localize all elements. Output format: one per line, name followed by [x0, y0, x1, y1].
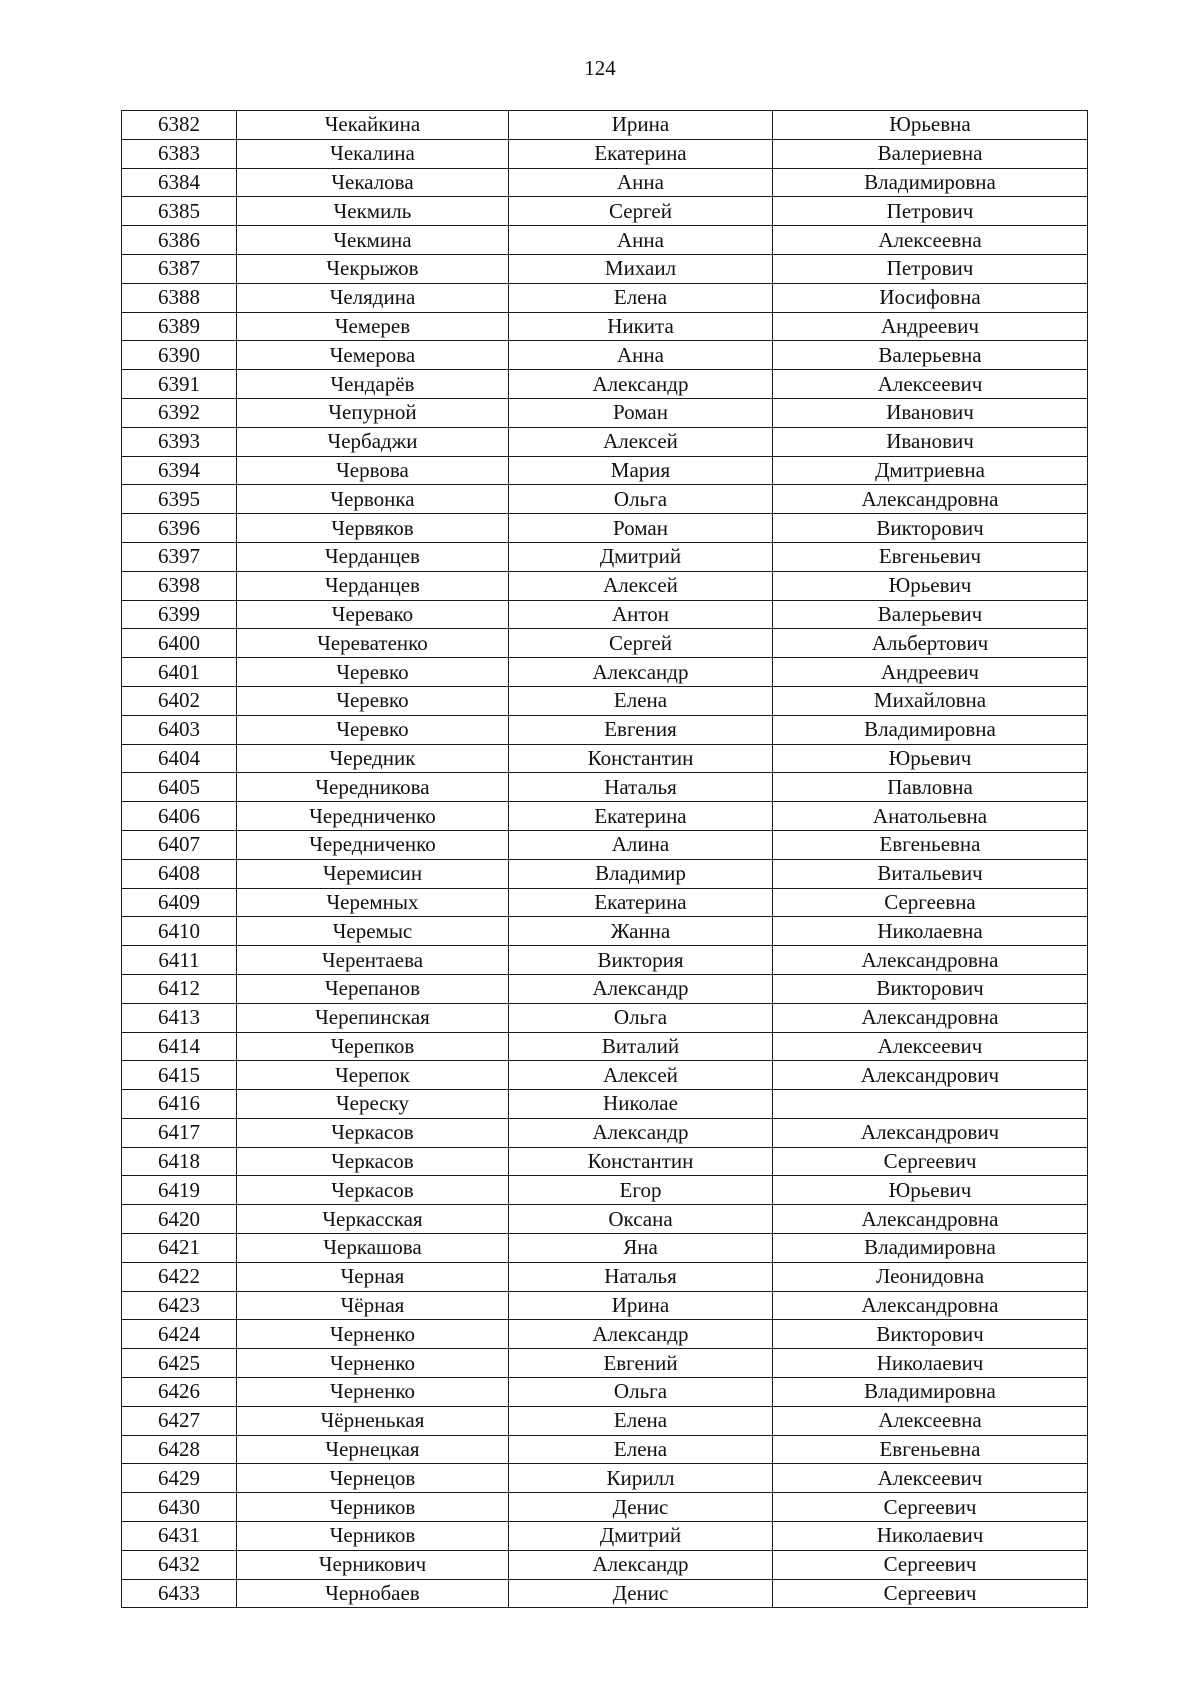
row-number-cell: 6388: [122, 283, 237, 312]
first-name-cell: Константин: [509, 744, 773, 773]
patronymic-cell: Викторович: [773, 1320, 1088, 1349]
last-name-cell: Черентаева: [237, 946, 509, 975]
first-name-cell: Роман: [509, 514, 773, 543]
first-name-cell: Елена: [509, 1406, 773, 1435]
row-number-cell: 6425: [122, 1349, 237, 1378]
table-row: [122, 139, 1088, 168]
row-number-cell: 6417: [122, 1118, 237, 1147]
first-name-cell: Ольга: [509, 485, 773, 514]
table-row: [122, 773, 1088, 802]
patronymic-cell: Валериевна: [773, 139, 1088, 168]
last-name-cell: Черевко: [237, 686, 509, 715]
first-name-cell: Александр: [509, 1550, 773, 1579]
patronymic-cell: [773, 1090, 1088, 1119]
patronymic-cell: Евгеньевич: [773, 542, 1088, 571]
patronymic-cell: Алексеевич: [773, 370, 1088, 399]
last-name-cell: Черемных: [237, 888, 509, 917]
first-name-cell: Антон: [509, 600, 773, 629]
patronymic-cell: Витальевич: [773, 859, 1088, 888]
table-row: [122, 226, 1088, 255]
last-name-cell: Червонка: [237, 485, 509, 514]
row-number-cell: 6387: [122, 254, 237, 283]
row-number-cell: 6418: [122, 1147, 237, 1176]
last-name-cell: Чекмиль: [237, 197, 509, 226]
patronymic-cell: Андреевич: [773, 658, 1088, 687]
row-number-cell: 6399: [122, 600, 237, 629]
last-name-cell: Черненко: [237, 1349, 509, 1378]
patronymic-cell: Иосифовна: [773, 283, 1088, 312]
table-row: [122, 398, 1088, 427]
last-name-cell: Чемерев: [237, 312, 509, 341]
table-row: [122, 1522, 1088, 1551]
row-number-cell: 6414: [122, 1032, 237, 1061]
last-name-cell: Черевко: [237, 658, 509, 687]
patronymic-cell: Александрович: [773, 1118, 1088, 1147]
row-number-cell: 6427: [122, 1406, 237, 1435]
row-number-cell: 6429: [122, 1464, 237, 1493]
first-name-cell: Роман: [509, 398, 773, 427]
table-row: [122, 658, 1088, 687]
first-name-cell: Жанна: [509, 917, 773, 946]
table-row: [122, 1118, 1088, 1147]
table-row: [122, 197, 1088, 226]
row-number-cell: 6412: [122, 974, 237, 1003]
first-name-cell: Алексей: [509, 1061, 773, 1090]
patronymic-cell: Петрович: [773, 197, 1088, 226]
patronymic-cell: Владимировна: [773, 1378, 1088, 1407]
names-table: [121, 110, 1088, 1608]
patronymic-cell: Викторович: [773, 974, 1088, 1003]
table-row: [122, 341, 1088, 370]
patronymic-cell: Николаевич: [773, 1522, 1088, 1551]
table-row: [122, 1349, 1088, 1378]
row-number-cell: 6400: [122, 629, 237, 658]
row-number-cell: 6389: [122, 312, 237, 341]
first-name-cell: Михаил: [509, 254, 773, 283]
row-number-cell: 6390: [122, 341, 237, 370]
table-row: [122, 686, 1088, 715]
names-table-body: [122, 111, 1088, 1608]
first-name-cell: Анна: [509, 226, 773, 255]
patronymic-cell: Николаевна: [773, 917, 1088, 946]
patronymic-cell: Викторович: [773, 514, 1088, 543]
row-number-cell: 6402: [122, 686, 237, 715]
table-row: [122, 542, 1088, 571]
table-row: [122, 571, 1088, 600]
table-row: [122, 1464, 1088, 1493]
patronymic-cell: Валерьевич: [773, 600, 1088, 629]
row-number-cell: 6407: [122, 830, 237, 859]
first-name-cell: Александр: [509, 1320, 773, 1349]
table-row: [122, 514, 1088, 543]
patronymic-cell: Александровна: [773, 1003, 1088, 1032]
last-name-cell: Чекайкина: [237, 111, 509, 140]
first-name-cell: Елена: [509, 1435, 773, 1464]
row-number-cell: 6406: [122, 802, 237, 831]
patronymic-cell: Павловна: [773, 773, 1088, 802]
table-row: [122, 168, 1088, 197]
first-name-cell: Евгений: [509, 1349, 773, 1378]
row-number-cell: 6430: [122, 1493, 237, 1522]
last-name-cell: Череску: [237, 1090, 509, 1119]
table-row: [122, 1406, 1088, 1435]
row-number-cell: 6432: [122, 1550, 237, 1579]
first-name-cell: Ольга: [509, 1378, 773, 1407]
last-name-cell: Черемыс: [237, 917, 509, 946]
first-name-cell: Алексей: [509, 571, 773, 600]
last-name-cell: Червова: [237, 456, 509, 485]
table-row: [122, 1320, 1088, 1349]
last-name-cell: Черепинская: [237, 1003, 509, 1032]
row-number-cell: 6415: [122, 1061, 237, 1090]
table-row: [122, 974, 1088, 1003]
first-name-cell: Евгения: [509, 715, 773, 744]
row-number-cell: 6411: [122, 946, 237, 975]
table-row: [122, 1061, 1088, 1090]
first-name-cell: Сергей: [509, 629, 773, 658]
table-row: [122, 917, 1088, 946]
last-name-cell: Челядина: [237, 283, 509, 312]
last-name-cell: Черкасов: [237, 1147, 509, 1176]
row-number-cell: 6391: [122, 370, 237, 399]
first-name-cell: Александр: [509, 370, 773, 399]
table-row: [122, 1262, 1088, 1291]
first-name-cell: Денис: [509, 1579, 773, 1608]
first-name-cell: Виталий: [509, 1032, 773, 1061]
first-name-cell: Денис: [509, 1493, 773, 1522]
row-number-cell: 6397: [122, 542, 237, 571]
last-name-cell: Черемисин: [237, 859, 509, 888]
patronymic-cell: Дмитриевна: [773, 456, 1088, 485]
first-name-cell: Владимир: [509, 859, 773, 888]
table-row: [122, 283, 1088, 312]
first-name-cell: Александр: [509, 658, 773, 687]
row-number-cell: 6384: [122, 168, 237, 197]
first-name-cell: Мария: [509, 456, 773, 485]
last-name-cell: Чернецов: [237, 1464, 509, 1493]
table-row: [122, 946, 1088, 975]
row-number-cell: 6382: [122, 111, 237, 140]
last-name-cell: Чекмина: [237, 226, 509, 255]
row-number-cell: 6385: [122, 197, 237, 226]
last-name-cell: Чемерова: [237, 341, 509, 370]
table-row: [122, 629, 1088, 658]
patronymic-cell: Юрьевич: [773, 744, 1088, 773]
first-name-cell: Никита: [509, 312, 773, 341]
patronymic-cell: Юрьевич: [773, 1176, 1088, 1205]
first-name-cell: Елена: [509, 686, 773, 715]
table-row: [122, 802, 1088, 831]
last-name-cell: Черкашова: [237, 1234, 509, 1263]
patronymic-cell: Сергеевич: [773, 1147, 1088, 1176]
patronymic-cell: Петрович: [773, 254, 1088, 283]
patronymic-cell: Михайловна: [773, 686, 1088, 715]
last-name-cell: Чендарёв: [237, 370, 509, 399]
patronymic-cell: Николаевич: [773, 1349, 1088, 1378]
row-number-cell: 6424: [122, 1320, 237, 1349]
last-name-cell: Чернобаев: [237, 1579, 509, 1608]
first-name-cell: Александр: [509, 1118, 773, 1147]
patronymic-cell: Александровна: [773, 1291, 1088, 1320]
first-name-cell: Алексей: [509, 427, 773, 456]
last-name-cell: Чёрненькая: [237, 1406, 509, 1435]
row-number-cell: 6403: [122, 715, 237, 744]
table-row: [122, 254, 1088, 283]
last-name-cell: Чередникова: [237, 773, 509, 802]
row-number-cell: 6401: [122, 658, 237, 687]
last-name-cell: Чёрная: [237, 1291, 509, 1320]
last-name-cell: Черданцев: [237, 571, 509, 600]
row-number-cell: 6398: [122, 571, 237, 600]
table-row: [122, 1579, 1088, 1608]
first-name-cell: Алина: [509, 830, 773, 859]
row-number-cell: 6410: [122, 917, 237, 946]
row-number-cell: 6394: [122, 456, 237, 485]
row-number-cell: 6393: [122, 427, 237, 456]
last-name-cell: Чередниченко: [237, 802, 509, 831]
row-number-cell: 6396: [122, 514, 237, 543]
table-row: [122, 1147, 1088, 1176]
table-row: [122, 1234, 1088, 1263]
row-number-cell: 6395: [122, 485, 237, 514]
table-row: [122, 859, 1088, 888]
last-name-cell: Чередник: [237, 744, 509, 773]
patronymic-cell: Владимировна: [773, 715, 1088, 744]
patronymic-cell: Иванович: [773, 427, 1088, 456]
table-row: [122, 456, 1088, 485]
last-name-cell: Черная: [237, 1262, 509, 1291]
row-number-cell: 6420: [122, 1205, 237, 1234]
last-name-cell: Чередниченко: [237, 830, 509, 859]
first-name-cell: Егор: [509, 1176, 773, 1205]
patronymic-cell: Алексеевна: [773, 1406, 1088, 1435]
table-row: [122, 600, 1088, 629]
last-name-cell: Черевко: [237, 715, 509, 744]
last-name-cell: Черкасов: [237, 1176, 509, 1205]
row-number-cell: 6408: [122, 859, 237, 888]
patronymic-cell: Александровна: [773, 485, 1088, 514]
first-name-cell: Яна: [509, 1234, 773, 1263]
patronymic-cell: Александровна: [773, 946, 1088, 975]
last-name-cell: Чекалова: [237, 168, 509, 197]
patronymic-cell: Иванович: [773, 398, 1088, 427]
patronymic-cell: Алексеевна: [773, 226, 1088, 255]
patronymic-cell: Сергеевич: [773, 1579, 1088, 1608]
patronymic-cell: Валерьевна: [773, 341, 1088, 370]
last-name-cell: Черникович: [237, 1550, 509, 1579]
patronymic-cell: Сергеевна: [773, 888, 1088, 917]
table-row: [122, 744, 1088, 773]
table-row: [122, 427, 1088, 456]
row-number-cell: 6383: [122, 139, 237, 168]
row-number-cell: 6392: [122, 398, 237, 427]
table-row: [122, 1003, 1088, 1032]
first-name-cell: Анна: [509, 341, 773, 370]
row-number-cell: 6421: [122, 1234, 237, 1263]
patronymic-cell: Евгеньевна: [773, 830, 1088, 859]
last-name-cell: Череватенко: [237, 629, 509, 658]
last-name-cell: Черников: [237, 1493, 509, 1522]
patronymic-cell: Сергеевич: [773, 1493, 1088, 1522]
table-row: [122, 1550, 1088, 1579]
first-name-cell: Виктория: [509, 946, 773, 975]
last-name-cell: Черкасская: [237, 1205, 509, 1234]
patronymic-cell: Алексеевич: [773, 1032, 1088, 1061]
row-number-cell: 6422: [122, 1262, 237, 1291]
row-number-cell: 6405: [122, 773, 237, 802]
patronymic-cell: Сергеевич: [773, 1550, 1088, 1579]
table-row: [122, 370, 1088, 399]
table-row: [122, 715, 1088, 744]
row-number-cell: 6433: [122, 1579, 237, 1608]
row-number-cell: 6423: [122, 1291, 237, 1320]
first-name-cell: Ольга: [509, 1003, 773, 1032]
patronymic-cell: Владимировна: [773, 1234, 1088, 1263]
first-name-cell: Наталья: [509, 1262, 773, 1291]
last-name-cell: Черепок: [237, 1061, 509, 1090]
first-name-cell: Екатерина: [509, 888, 773, 917]
patronymic-cell: Александрович: [773, 1061, 1088, 1090]
patronymic-cell: Юрьевич: [773, 571, 1088, 600]
row-number-cell: 6419: [122, 1176, 237, 1205]
row-number-cell: 6426: [122, 1378, 237, 1407]
table-row: [122, 1205, 1088, 1234]
table-row: [122, 1435, 1088, 1464]
patronymic-cell: Евгеньевна: [773, 1435, 1088, 1464]
last-name-cell: Червяков: [237, 514, 509, 543]
last-name-cell: Черепанов: [237, 974, 509, 1003]
first-name-cell: Наталья: [509, 773, 773, 802]
first-name-cell: Кирилл: [509, 1464, 773, 1493]
first-name-cell: Сергей: [509, 197, 773, 226]
first-name-cell: Ирина: [509, 1291, 773, 1320]
first-name-cell: Константин: [509, 1147, 773, 1176]
table-row: [122, 830, 1088, 859]
last-name-cell: Черников: [237, 1522, 509, 1551]
first-name-cell: Александр: [509, 974, 773, 1003]
table-row: [122, 1176, 1088, 1205]
table-row: [122, 111, 1088, 140]
first-name-cell: Дмитрий: [509, 1522, 773, 1551]
row-number-cell: 6386: [122, 226, 237, 255]
table-row: [122, 888, 1088, 917]
last-name-cell: Чербаджи: [237, 427, 509, 456]
first-name-cell: Елена: [509, 283, 773, 312]
first-name-cell: Оксана: [509, 1205, 773, 1234]
last-name-cell: Чернецкая: [237, 1435, 509, 1464]
last-name-cell: Чепурной: [237, 398, 509, 427]
table-row: [122, 1291, 1088, 1320]
row-number-cell: 6428: [122, 1435, 237, 1464]
row-number-cell: 6409: [122, 888, 237, 917]
patronymic-cell: Леонидовна: [773, 1262, 1088, 1291]
table-row: [122, 312, 1088, 341]
first-name-cell: Дмитрий: [509, 542, 773, 571]
first-name-cell: Екатерина: [509, 139, 773, 168]
table-row: [122, 1493, 1088, 1522]
table-row: [122, 485, 1088, 514]
first-name-cell: Николае: [509, 1090, 773, 1119]
patronymic-cell: Андреевич: [773, 312, 1088, 341]
last-name-cell: Черевако: [237, 600, 509, 629]
last-name-cell: Чекрыжов: [237, 254, 509, 283]
table-row: [122, 1378, 1088, 1407]
table-row: [122, 1090, 1088, 1119]
last-name-cell: Чекалина: [237, 139, 509, 168]
last-name-cell: Черненко: [237, 1378, 509, 1407]
row-number-cell: 6413: [122, 1003, 237, 1032]
last-name-cell: Черданцев: [237, 542, 509, 571]
patronymic-cell: Анатольевна: [773, 802, 1088, 831]
page-number: 124: [584, 56, 616, 80]
patronymic-cell: Александровна: [773, 1205, 1088, 1234]
row-number-cell: 6416: [122, 1090, 237, 1119]
last-name-cell: Черненко: [237, 1320, 509, 1349]
first-name-cell: Ирина: [509, 111, 773, 140]
patronymic-cell: Юрьевна: [773, 111, 1088, 140]
first-name-cell: Екатерина: [509, 802, 773, 831]
patronymic-cell: Алексеевич: [773, 1464, 1088, 1493]
table-row: [122, 1032, 1088, 1061]
patronymic-cell: Альбертович: [773, 629, 1088, 658]
row-number-cell: 6404: [122, 744, 237, 773]
first-name-cell: Анна: [509, 168, 773, 197]
last-name-cell: Черепков: [237, 1032, 509, 1061]
row-number-cell: 6431: [122, 1522, 237, 1551]
last-name-cell: Черкасов: [237, 1118, 509, 1147]
patronymic-cell: Владимировна: [773, 168, 1088, 197]
